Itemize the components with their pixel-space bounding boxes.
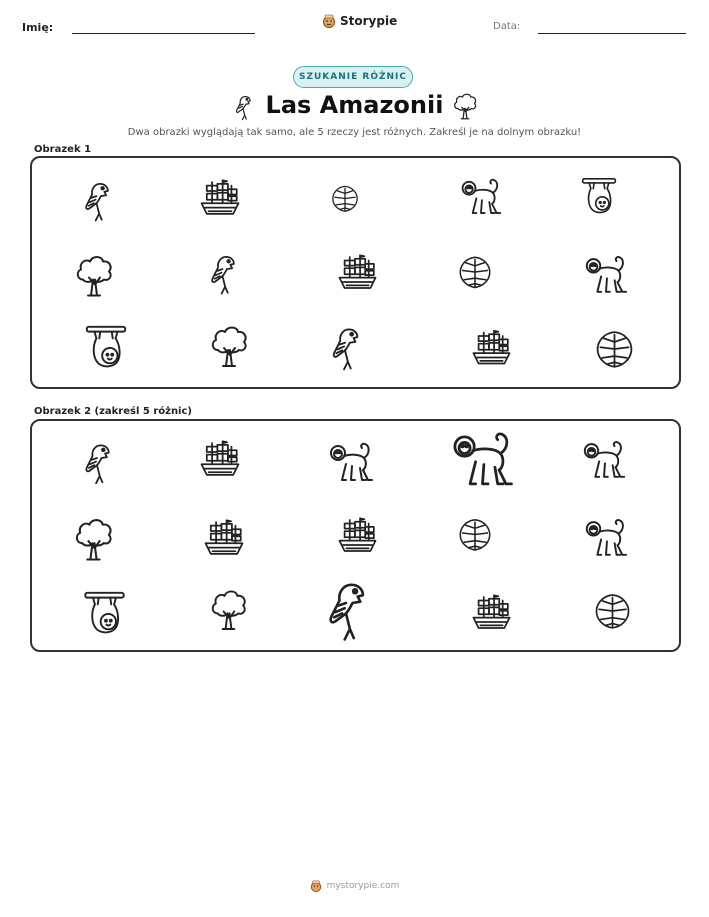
leaf-icon[interactable] (594, 588, 631, 634)
parrot-icon (79, 177, 114, 224)
ship-icon (198, 177, 242, 219)
picture2-label: Obrazek 2 (zakreśl 5 różnic) (34, 406, 192, 417)
tree-icon (209, 322, 249, 370)
date-label: Data: (493, 21, 521, 32)
ship-icon (470, 325, 513, 371)
monkey-icon[interactable] (448, 427, 517, 491)
date-line[interactable] (538, 33, 686, 34)
page-title: Las Amazonii (265, 91, 444, 119)
leaf-icon (458, 251, 492, 293)
ship-icon[interactable] (198, 437, 242, 481)
name-label: Imię: (22, 21, 54, 34)
parrot-icon (205, 251, 240, 296)
title-tree-icon (452, 92, 478, 120)
monkey-icon[interactable] (582, 514, 630, 561)
monkey-icon (582, 251, 630, 298)
ship-icon[interactable] (470, 590, 513, 635)
parrot-icon[interactable] (320, 577, 372, 642)
name-line[interactable] (72, 33, 255, 34)
instructions: Dwa obrazki wyglądają tak samo, ale 5 rzeczy jest różnych. Zakreśl je na dolnym obrazku! (127, 127, 582, 138)
sloth-icon (581, 173, 617, 219)
monkey-icon[interactable] (580, 436, 628, 483)
brand-logo (322, 14, 397, 28)
parrot-icon[interactable] (79, 438, 115, 487)
monkey-icon (458, 174, 504, 219)
ship-icon[interactable] (202, 516, 246, 560)
footer-url[interactable]: mystorypie.com (326, 881, 400, 891)
tree-icon (74, 250, 114, 301)
sloth-icon (83, 323, 129, 371)
ship-icon (336, 250, 379, 295)
ship-icon[interactable] (336, 513, 379, 558)
footer-pie-icon (310, 880, 322, 892)
leaf-icon (595, 327, 634, 371)
pie-icon (322, 14, 336, 28)
leaf-icon[interactable] (458, 513, 492, 556)
picture1-label: Obrazek 1 (34, 144, 92, 155)
footer (0, 880, 709, 892)
activity-badge: SZUKANIE RÓŻNIC (293, 66, 413, 88)
monkey-icon[interactable] (326, 436, 376, 488)
tree-icon[interactable] (209, 585, 248, 634)
leaf-icon (331, 177, 359, 220)
tree-icon[interactable] (73, 514, 114, 564)
brand-name: Storypie (340, 14, 398, 28)
sloth-icon[interactable] (82, 589, 127, 637)
parrot-icon (326, 323, 364, 372)
